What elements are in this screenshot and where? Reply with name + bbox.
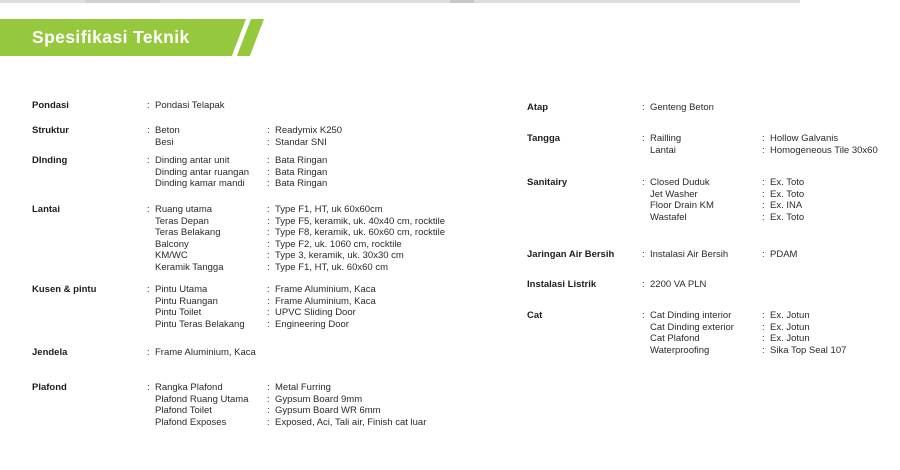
spec-row [642,189,887,201]
colon-separator [147,239,155,251]
spec-item-text: Waterproofing [650,344,710,356]
spec-row [147,417,497,429]
spec-value-text: UPVC Sliding Door [275,307,356,319]
spec-value-text: Ex. Toto [770,188,805,200]
colon-separator: : [762,344,765,356]
spec-row [642,200,887,212]
spec-item-text: Lantai [650,144,676,156]
spec-item-text: Pondasi Telapak [155,100,225,111]
spec-row [642,333,887,345]
colon-separator [147,216,155,228]
colon-separator [642,189,650,201]
colon-separator [642,333,650,345]
spec-item-text: Plafond Ruang Utama [155,393,249,405]
spec-item-text: KM/WC [155,250,188,262]
colon-separator [147,296,155,308]
colon-separator: : [147,204,150,215]
spec-row [642,322,887,334]
colon-separator: : [762,310,765,321]
spec-row [147,284,497,296]
spec-item-text: Plafond Toilet [155,405,212,417]
spec-value-text: Gypsum Board WR 6mm [275,405,381,417]
colon-separator: : [267,382,270,393]
section-label: Plafond [32,382,67,393]
spec-row [147,262,497,274]
spec-item-text: Balcony [155,238,189,250]
colon-separator: : [267,416,270,428]
spec-row [147,178,497,190]
colon-separator: : [267,227,270,239]
section-label: Struktur [32,125,69,136]
spec-item-text: Closed Duduk [650,177,710,188]
spec-column-left [32,0,497,470]
spec-item-text: Pintu Toilet [155,307,202,319]
spec-item-text: Instalasi Air Bersih [650,249,729,260]
colon-separator [642,145,650,157]
spec-row [642,345,887,357]
spec-value-text: Ex. INA [770,200,803,212]
spec-item-text: Plafond Exposes [155,416,227,428]
colon-separator [147,137,155,149]
spec-value-text: Bata Ringan [275,155,328,166]
colon-separator: : [642,249,645,260]
spec-value-text: Type F8, keramik, uk. 60x60 cm, rocktile [275,227,446,239]
colon-separator: : [642,133,645,144]
colon-separator: : [267,136,270,148]
spec-item-text: Pintu Utama [155,284,208,295]
spec-row [642,102,887,114]
spec-row [147,250,497,262]
spec-item-text: Besi [155,136,174,148]
spec-value-text: Type F1, HT, uk 60x60cm [275,204,383,215]
spec-row [147,307,497,319]
spec-value-text: Frame Aluminium, Kaca [275,284,376,295]
spec-item-text: Teras Belakang [155,227,221,239]
colon-separator [147,394,155,406]
spec-section [527,279,887,291]
colon-separator [642,200,650,212]
colon-separator [147,417,155,429]
spec-value-text: Bata Ringan [275,178,328,190]
colon-separator: : [267,393,270,405]
colon-separator: : [147,284,150,295]
spec-column-right [527,0,887,470]
spec-section [527,310,887,356]
section-label: Jaringan Air Bersih [527,249,615,260]
colon-separator: : [147,125,150,136]
spec-section [32,382,497,428]
spec-value-text: Engineering Door [275,318,349,330]
colon-separator: : [147,100,150,111]
colon-separator: : [762,211,765,223]
spec-value-text: Standar SNI [275,136,327,148]
colon-separator [147,307,155,319]
spec-item-text: Genteng Beton [650,102,714,113]
spec-section [32,125,497,148]
colon-separator [147,227,155,239]
colon-separator [147,250,155,262]
spec-row [642,249,887,261]
colon-separator: : [762,333,765,345]
colon-separator: : [267,307,270,319]
colon-separator: : [147,347,150,358]
spec-item-text: Dinding kamar mandi [155,178,245,190]
spec-value-text: Type F5, keramik, uk. 40x40 cm, rocktile [275,215,446,227]
spec-row [642,212,887,224]
spec-row [642,279,887,291]
colon-separator: : [762,133,765,144]
spec-section [527,133,887,156]
spec-value-text: Type 3, keramik, uk. 30x30 cm [275,250,404,262]
colon-separator: : [762,177,765,188]
colon-separator: : [762,188,765,200]
spec-row [147,100,497,112]
colon-separator: : [642,279,645,290]
colon-separator: : [267,261,270,273]
spec-section [32,347,497,359]
section-label: DInding [32,155,68,166]
spec-item-text: Rangka Plafond [155,382,223,393]
colon-separator [642,322,650,334]
colon-separator: : [267,250,270,262]
spec-value-text: Ex. Toto [770,177,805,188]
spec-section [32,204,497,274]
spec-item-text: Cat Plafond [650,333,700,345]
spec-value-text: Readymix K250 [275,125,343,136]
spec-row [147,405,497,417]
section-label: Atap [527,102,549,113]
spec-row [147,296,497,308]
spec-item-text: Pintu Ruangan [155,295,218,307]
spec-value-text: Ex. Jotun [770,333,810,345]
colon-separator: : [762,249,765,260]
colon-separator [642,345,650,357]
spec-item-text: Pintu Teras Belakang [155,318,245,330]
colon-separator: : [267,238,270,250]
spec-section [32,155,497,190]
colon-separator: : [267,215,270,227]
spec-item-text: Keramik Tangga [155,261,224,273]
colon-separator: : [267,155,270,166]
spec-value-text: Ex. Toto [770,211,805,223]
spec-item-text: Dinding antar ruangan [155,166,250,178]
colon-separator [147,405,155,417]
colon-separator: : [642,310,645,321]
colon-separator: : [642,177,645,188]
spec-row [147,319,497,331]
section-label: Pondasi [32,100,69,111]
colon-separator: : [762,200,765,212]
spec-row [642,145,887,157]
colon-separator [147,167,155,179]
spec-row [147,137,497,149]
page-title: Spesifikasi Teknik [32,27,190,47]
spec-row [642,177,887,189]
spec-section [32,100,497,112]
spec-item-text: Cat Dinding exterior [650,321,734,333]
spec-item-text: Cat Dinding interior [650,310,732,321]
spec-item-text: Ruang utama [155,204,213,215]
spec-value-text: Bata Ringan [275,166,328,178]
spec-value-text: Homogeneous Tile 30x60 [770,144,878,156]
spec-value-text: PDAM [770,249,798,260]
spec-row [147,382,497,394]
spec-row [147,155,497,167]
spec-row [147,239,497,251]
colon-separator: : [267,125,270,136]
spec-row [147,394,497,406]
spec-value-text: Ex. Jotun [770,321,810,333]
colon-separator: : [267,284,270,295]
section-label: Instalasi Listrik [527,279,597,290]
spec-row [147,125,497,137]
section-label: Lantai [32,204,60,215]
colon-separator: : [762,321,765,333]
spec-item-text: Jet Washer [650,188,698,200]
spec-item-text: Beton [155,125,180,136]
spec-value-text: Ex. Jotun [770,310,810,321]
spec-section [32,284,497,330]
spec-value-text: Frame Aluminium, Kaca [275,295,376,307]
spec-item-text: 2200 VA PLN [650,279,707,290]
colon-separator [147,178,155,190]
spec-value-text: Type F2, uk. 1060 cm, rocktile [275,238,402,250]
spec-item-text: Wastafel [650,211,687,223]
spec-row [147,347,497,359]
colon-separator: : [267,295,270,307]
spec-section [527,102,887,114]
spec-item-text: Teras Depan [155,215,209,227]
colon-separator: : [267,178,270,190]
spec-row [147,167,497,179]
colon-separator: : [267,318,270,330]
colon-separator: : [267,204,270,215]
colon-separator: : [147,155,150,166]
spec-item-text: Floor Drain KM [650,200,714,212]
spec-item-text: Frame Aluminium, Kaca [155,347,256,358]
spec-value-text: Hollow Galvanis [770,133,839,144]
spec-value-text: Sika Top Seal 107 [770,344,847,356]
spec-row [642,310,887,322]
colon-separator: : [267,166,270,178]
section-label: Tangga [527,133,561,144]
spec-value-text: Exposed, Aci, Tali air, Finish cat luar [275,416,427,428]
spec-value-text: Gypsum Board 9mm [275,393,363,405]
spec-row [642,133,887,145]
spec-value-text: Type F1, HT, uk. 60x60 cm [275,261,388,273]
section-label: Kusen & pintu [32,284,97,295]
colon-separator: : [147,382,150,393]
spec-value-text: Metal Furring [275,382,331,393]
colon-separator: : [642,102,645,113]
colon-separator: : [267,405,270,417]
colon-separator [147,319,155,331]
section-label: Cat [527,310,543,321]
spec-row [147,227,497,239]
spec-row [147,204,497,216]
spec-row [147,216,497,228]
spec-section [527,249,887,261]
spec-section [527,177,887,223]
spec-item-text: Dinding antar unit [155,155,230,166]
section-label: Jendela [32,347,68,358]
colon-separator [642,212,650,224]
section-label: Sanitairy [527,177,568,188]
spec-item-text: Railling [650,133,682,144]
colon-separator [147,262,155,274]
colon-separator: : [762,144,765,156]
